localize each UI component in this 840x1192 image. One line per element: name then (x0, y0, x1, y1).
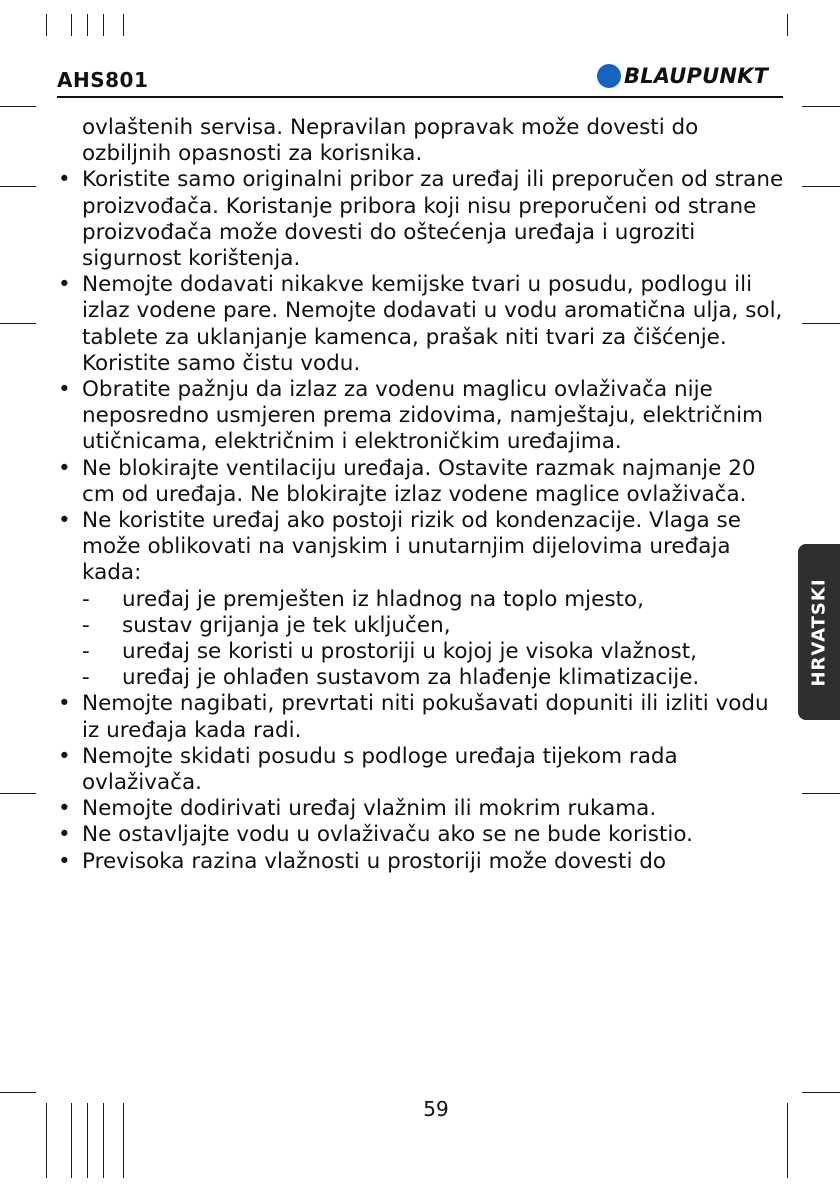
page-number: 59 (423, 1097, 449, 1121)
header-divider (57, 96, 783, 98)
brand-logo (597, 64, 768, 88)
model-number: AHS801 (57, 68, 149, 92)
list-item: • Ne blokirajte ventilaciju uređaja. Ostavite razmak najmanje 20 cm od uređaja. Ne blokirajte izlaz vodene maglice ovlaživača. (58, 456, 788, 508)
list-sub-item: - uređaj je premješten iz hladnog na toplo mjesto, (58, 587, 788, 613)
list-item: • Nemojte dodavati nikakve kemijske tvari u posudu, podlogu ili izlaz vodene pare. Nemojte dodavati u vodu aromatična ulja, sol, tablete za uklanjanje kamenca, prašak niti tvari za čišćenje. Koristite samo čistu vodu. (58, 272, 788, 377)
list-item: ovlaštenih servisa. Nepravilan popravak može dovesti do ozbiljnih opasnosti za korisnika. (82, 115, 699, 167)
body-text (58, 115, 788, 875)
list-item: • Koristite samo originalni pribor za uređaj ili preporučen od strane proizvođača. Koristanje pribora koji nisu preporučeni od strane proizvođača može dovesti do oštećenja uređaja i ugroziti sigurnost korištenja. (58, 167, 788, 272)
language-tab (798, 544, 840, 720)
list-item: • Obratite pažnju da izlaz za vodenu maglicu ovlaživača nije neposredno usmjeren prema zidovima, namještaju, električnim utičnicama, električnim i elektroničkim uređajima. (58, 377, 788, 456)
list-sub-item: - sustav grijanja je tek uključen, (58, 613, 788, 639)
brand-dot-icon (597, 64, 621, 88)
list-item: • Nemojte skidati posudu s podloge uređaja tijekom rada ovlaživača. (58, 744, 788, 796)
brand-name: BLAUPUNKT (624, 64, 769, 88)
list-item: • Previsoka razina vlažnosti u prostoriji može dovesti do (58, 849, 788, 875)
language-tab-label: HRVATSKI (808, 577, 830, 687)
list-item: • Ne koristite uređaj ako postoji rizik od kondenzacije. Vlaga se može oblikovati na vanjskim i unutarnjim dijelovima uređaja kada: (58, 508, 788, 587)
list-sub-item: - uređaj je ohlađen sustavom za hlađenje klimatizacije. (58, 665, 788, 691)
list-item: • Nemojte dodirivati uređaj vlažnim ili mokrim rukama. (58, 796, 788, 822)
list-item: • Ne ostavljajte vodu u ovlaživaču ako se ne bude koristio. (58, 822, 788, 848)
list-item: • Nemojte nagibati, prevrtati niti pokušavati dopuniti ili izliti vodu iz uređaja kada radi. (58, 691, 788, 743)
list-sub-item: - uređaj se koristi u prostoriji u kojoj je visoka vlažnost, (58, 639, 788, 665)
